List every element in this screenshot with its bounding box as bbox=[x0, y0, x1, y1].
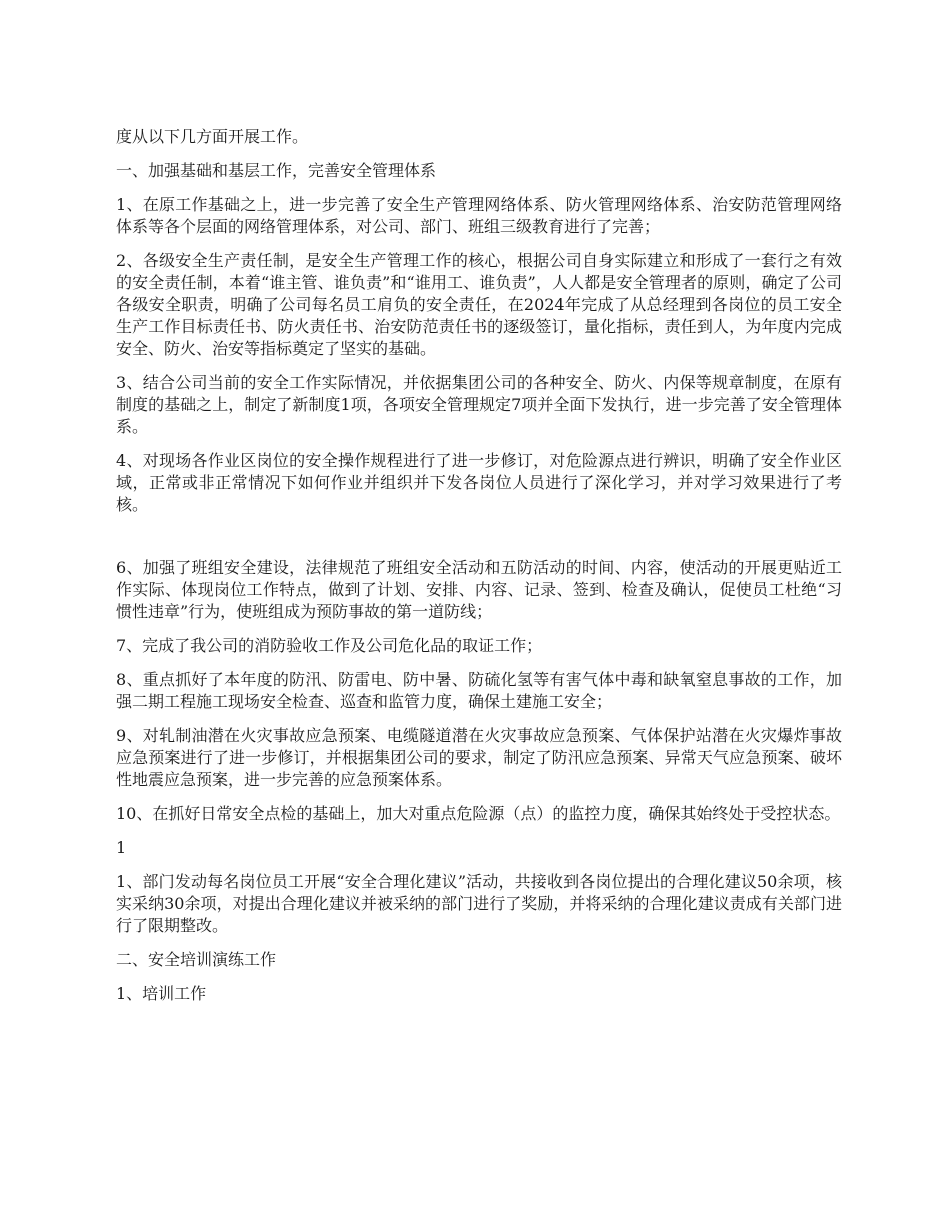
paragraph-suggestion-item: 1、部门发动每名岗位员工开展“安全合理化建议”活动，共接收到各岗位提出的合理化建议50余项，核实采纳30余项，对提出合理化建议并被采纳的部门进行了奖励，并将采纳的合理化建议责成有关部门进行了限期整改。 bbox=[116, 872, 842, 935]
paragraph-item-4: 4、对现场各作业区岗位的安全操作规程进行了进一步修订，对危险源点进行辨识，明确了安全作业区域，正常或非正常情况下如何作业并组织并下发各岗位人员进行了深化学习，并对学习效果进行了考核。 bbox=[116, 451, 842, 514]
section-heading-2: 二、安全培训演练工作 bbox=[116, 950, 277, 969]
section-heading-1: 一、加强基础和基层工作，完善安全管理体系 bbox=[116, 161, 437, 180]
paragraph-intro: 度从以下几方面开展工作。 bbox=[116, 127, 309, 146]
blank-space bbox=[116, 528, 842, 557]
paragraph-item-10: 10、在抓好日常安全点检的基础上，加大对重点危险源（点）的监控力度，确保其始终处于受控状态。 bbox=[116, 804, 841, 823]
document-body bbox=[116, 126, 842, 1017]
paragraph-item-3: 3、结合公司当前的安全工作实际情况，并依据集团公司的各种安全、防火、内保等规章制度，在原有制度的基础之上，制定了新制度1项，各项安全管理规定7项并全面下发执行，进一步完善了安全管理体系。 bbox=[116, 373, 842, 436]
subsection-heading-training: 1、培训工作 bbox=[116, 984, 207, 1003]
paragraph-item-9: 9、对轧制油潜在火灾事故应急预案、电缆隧道潜在火灾事故应急预案、气体保护站潜在火灾爆炸事故应急预案进行了进一步修订，并根据集团公司的要求，制定了防汛应急预案、异常天气应急预案、破坏性地震应急预案，进一步完善的应急预案体系。 bbox=[116, 726, 842, 789]
paragraph-item-8: 8、重点抓好了本年度的防汛、防雷电、防中暑、防硫化氢等有害气体中毒和缺氧窒息事故的工作，加强二期工程施工现场安全检查、巡查和监管力度，确保土建施工安全； bbox=[116, 670, 842, 711]
paragraph-item-1: 1、在原工作基础之上，进一步完善了安全生产管理网络体系、防火管理网络体系、治安防范管理网络体系等各个层面的网络管理体系，对公司、部门、班组三级教育进行了完善； bbox=[116, 195, 842, 236]
paragraph-item-6: 6、加强了班组安全建设，法律规范了班组安全活动和五防活动的时间、内容，使活动的开展更贴近工作实际、体现岗位工作特点，做到了计划、安排、内容、记录、签到、检查及确认，促使员工杜绝“习惯性违章”行为，使班组成为预防事故的第一道防线； bbox=[116, 558, 842, 621]
page-number-marker: 1 bbox=[116, 838, 127, 857]
paragraph-item-2: 2、各级安全生产责任制，是安全生产管理工作的核心，根据公司自身实际建立和形成了一套行之有效的安全责任制，本着“谁主管、谁负责”和“谁用工、谁负责”，人人都是安全管理者的原则，确定了公司各级安全职责，明确了公司每名员工肩负的安全责任，在2024年完成了从总经理到各岗位的员工安全生产工作目标责任书、防火责任书、治安防范责任书的逐级签订，量化指标，责任到人，为年度内完成安全、防火、治安等指标奠定了坚实的基础。 bbox=[116, 251, 842, 358]
paragraph-item-7: 7、完成了我公司的消防验收工作及公司危化品的取证工作； bbox=[116, 636, 543, 655]
